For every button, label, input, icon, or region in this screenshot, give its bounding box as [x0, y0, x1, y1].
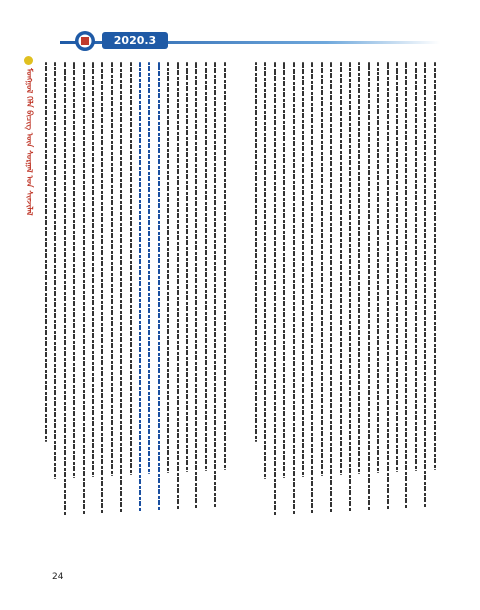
- script-line: [330, 62, 332, 513]
- script-line: [73, 62, 75, 478]
- page-number: 24: [52, 572, 64, 582]
- script-line: [45, 62, 47, 442]
- script-line: [264, 62, 266, 479]
- script-line: [255, 62, 257, 442]
- script-line: [111, 62, 113, 476]
- issue-year-badge: 2020.3: [102, 32, 168, 49]
- script-line: [101, 62, 103, 514]
- magazine-emblem-icon: [74, 30, 96, 52]
- script-line: [224, 62, 226, 470]
- script-line: [205, 62, 207, 471]
- script-line: [54, 62, 56, 479]
- script-line: [186, 62, 188, 472]
- script-line: [396, 62, 398, 472]
- script-line: [64, 62, 66, 516]
- script-line: [293, 62, 295, 515]
- script-line: [434, 62, 436, 470]
- left-text-column: [42, 62, 230, 522]
- script-line: [83, 62, 85, 515]
- title-bullet-icon: [24, 56, 33, 65]
- script-line: [358, 62, 360, 474]
- script-line: [311, 62, 313, 514]
- page-header: [60, 28, 440, 54]
- article-title: ᠮᠣᠩᠭᠣᠯ ᠬᠡᠯᠡ ᠪᠢᠴᠢᠭ ᠦᠨ ᠰᠤᠷᠭᠠᠯ ᠤᠨ ᠰᠢᠨᠵᠢᠯᠡᠯ: [25, 68, 34, 216]
- script-line: [368, 62, 370, 511]
- script-line: [274, 62, 276, 516]
- script-line: [340, 62, 342, 475]
- script-line: [148, 62, 150, 474]
- script-line: [405, 62, 407, 509]
- script-line: [302, 62, 304, 477]
- script-line: [214, 62, 216, 508]
- script-line: [321, 62, 323, 476]
- script-line: [195, 62, 197, 509]
- script-line: [167, 62, 169, 473]
- script-line: [139, 62, 141, 512]
- script-line: [377, 62, 379, 473]
- script-line: [424, 62, 426, 508]
- script-line: [158, 62, 160, 511]
- script-line: [349, 62, 351, 512]
- script-line: [387, 62, 389, 510]
- script-line: [283, 62, 285, 478]
- script-line: [92, 62, 94, 477]
- right-text-column: [252, 62, 440, 522]
- script-line: [120, 62, 122, 513]
- script-line: [177, 62, 179, 510]
- script-line: [415, 62, 417, 471]
- script-line: [130, 62, 132, 475]
